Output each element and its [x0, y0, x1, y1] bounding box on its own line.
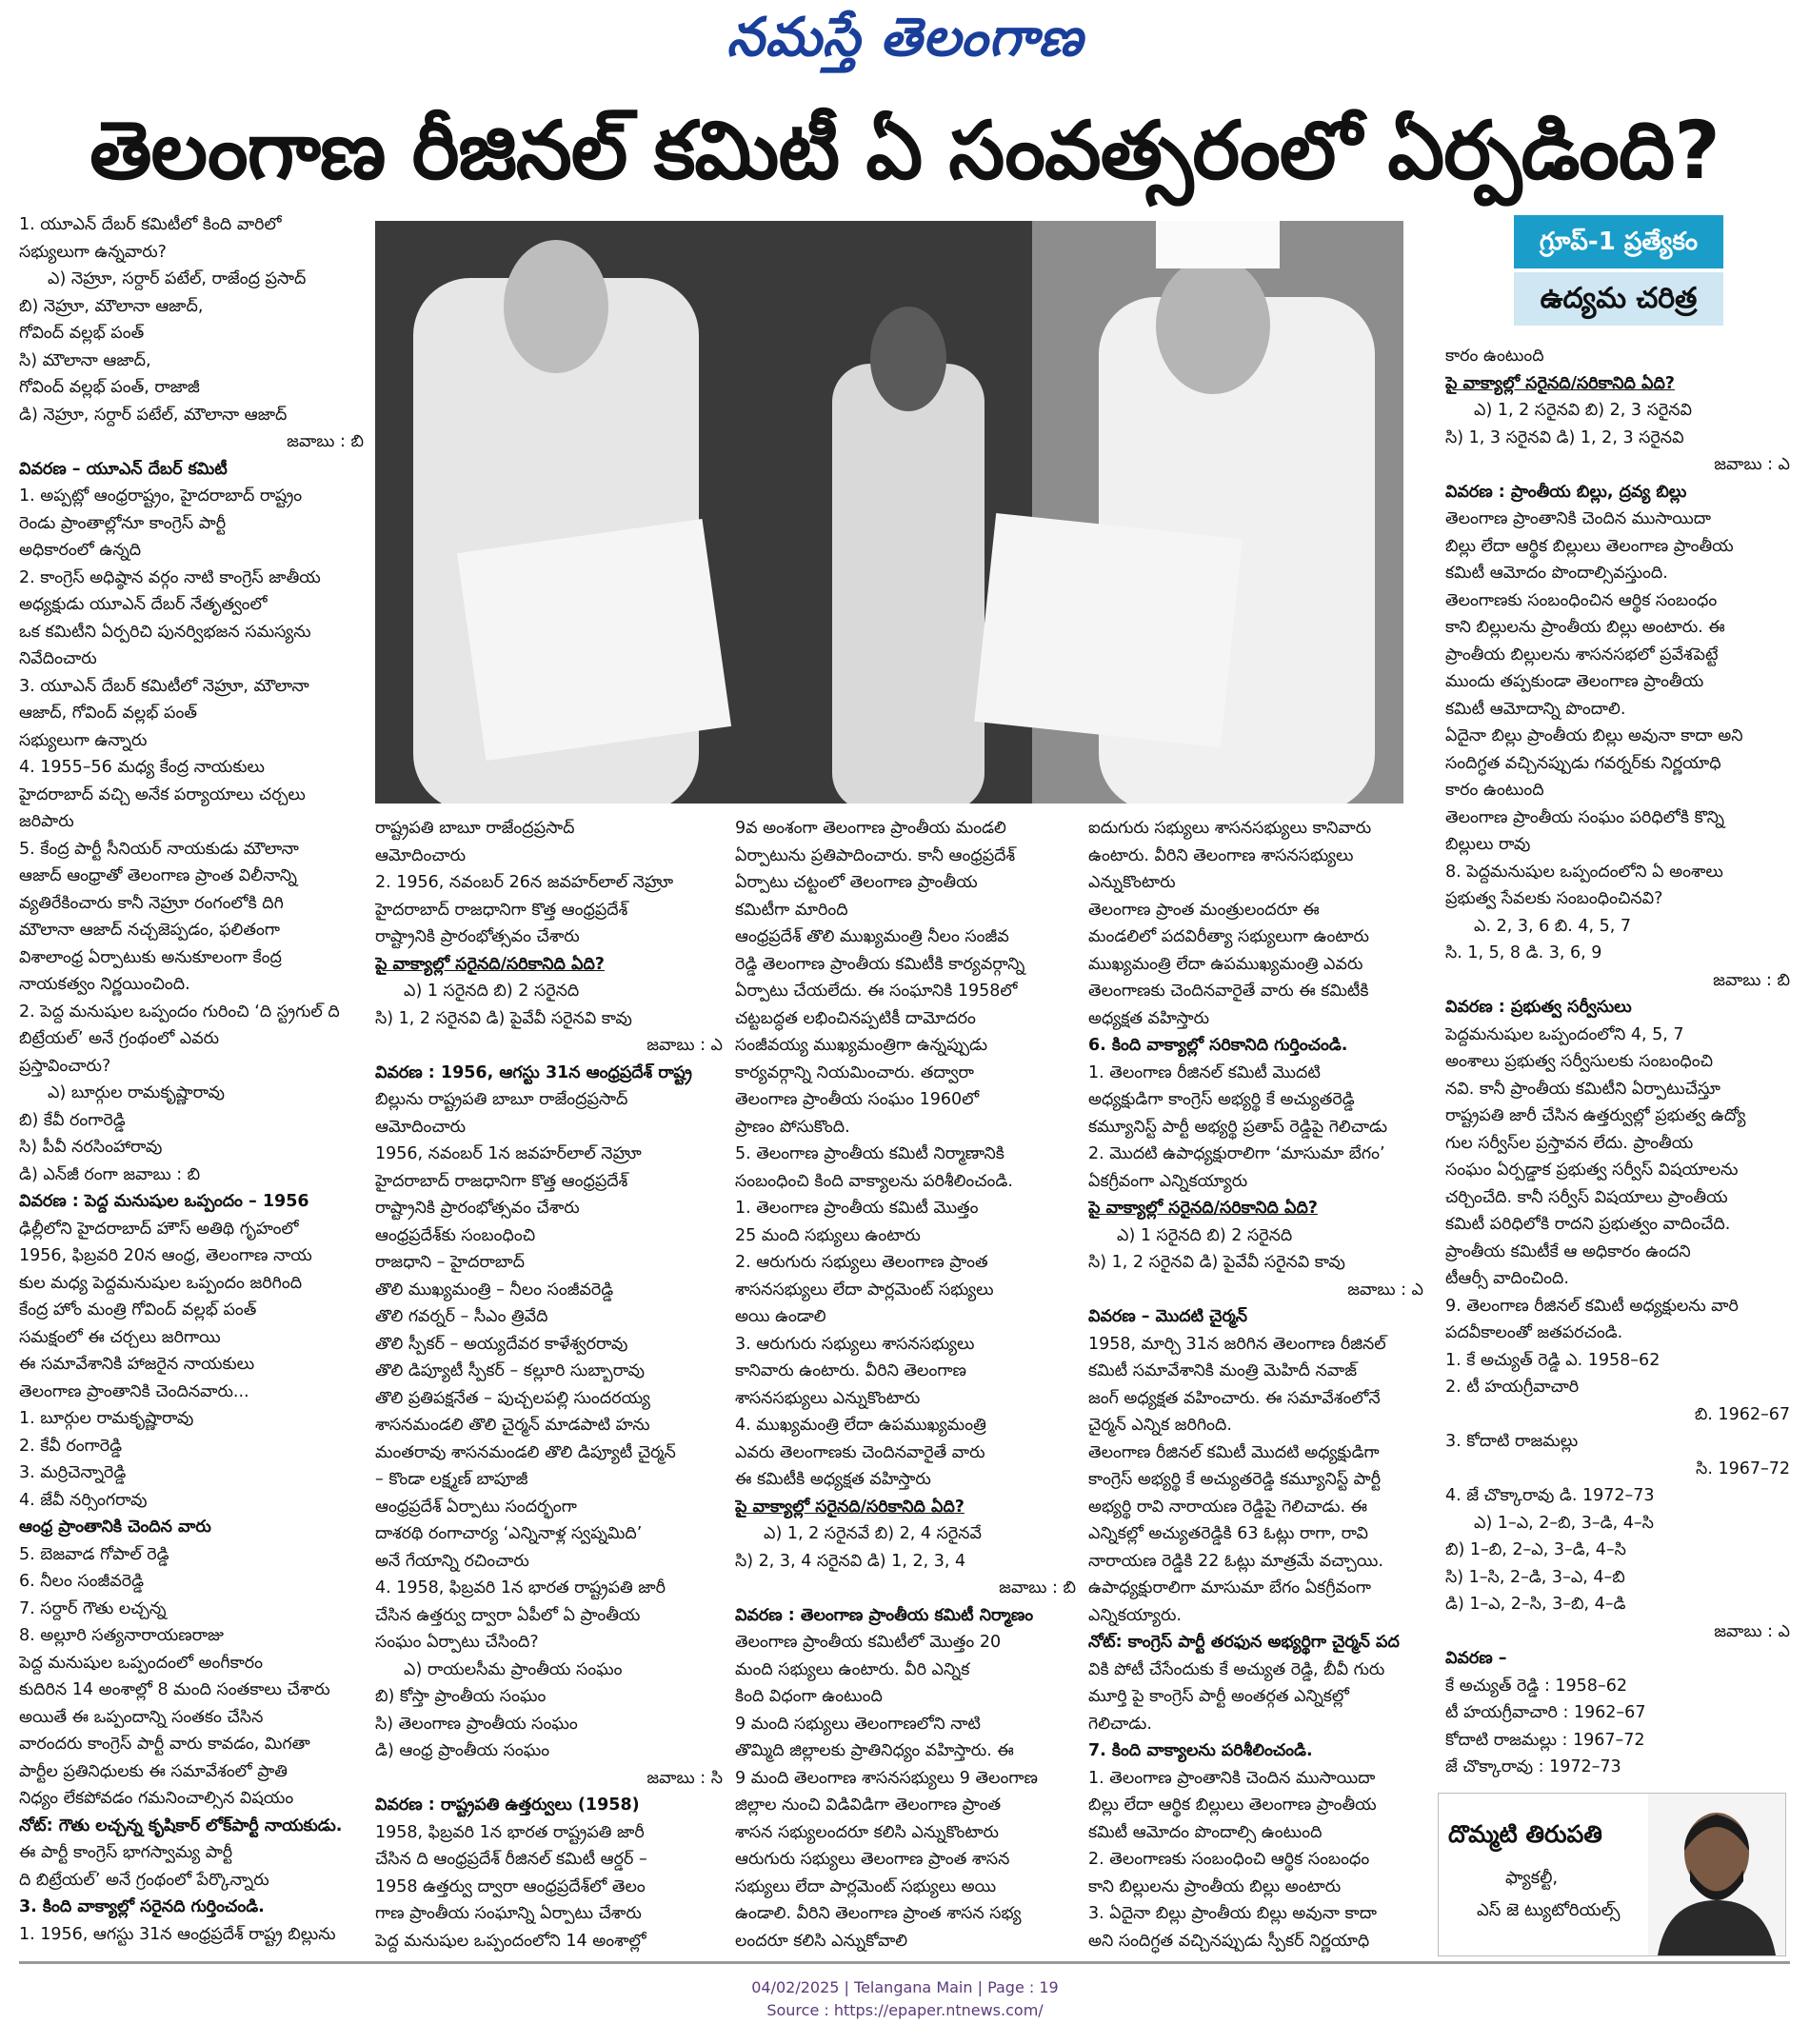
- article-line: 1958, మార్చి 31న జరిగిన తెలంగాణ రీజినల్: [1088, 1334, 1386, 1354]
- article-line: నోట్: కాంగ్రెస్ పార్టీ తరఫున అభ్యర్థిగా చైర్మన్ పద: [1088, 1633, 1400, 1652]
- article-column-1: [19, 211, 364, 1948]
- article-line: శాసనసభ్యులు ఎన్నుకొంటారు: [735, 1388, 921, 1408]
- article-line: తొలి గవర్నర్ – సీఎం త్రివేది: [375, 1307, 548, 1326]
- article-line: 1. బూర్గుల రామకృష్ణారావు: [19, 1409, 194, 1428]
- article-line: సభ్యులుగా ఉన్నవారు?: [19, 242, 167, 262]
- article-line: కింది విధంగా ఉంటుంది: [735, 1687, 883, 1706]
- article-line: సంబంధించి కింది వాక్యాలను పరిశీలించండి.: [735, 1171, 1013, 1191]
- article-line: ఎవరు తెలంగాణకు చెందినవారైతే వారు: [735, 1442, 985, 1462]
- article-line: సభ్యులు లేదా పార్లమెంట్ సభ్యులు అయి: [735, 1876, 997, 1896]
- article-line: జిల్లాల నుంచి విడివిడిగా తెలంగాణ ప్రాంత: [735, 1796, 1002, 1815]
- article-line: 1. తెలంగాణ ప్రాంతానికి చెందిన ముసాయిదా: [1088, 1768, 1376, 1788]
- article-line: వివరణ : రాష్ట్రపతి ఉత్తర్వులు (1958): [375, 1796, 640, 1815]
- article-line: 1958, ఫిబ్రవరి 1న భారత రాష్ట్రపతి జారీ: [375, 1822, 645, 1842]
- article-line: చట్టబద్ధత లభించినప్పటికీ దామోదరం: [735, 1008, 976, 1028]
- article-line: హైదరాబాద్ రాజధానిగా కొత్త ఆంధ్రప్రదేశ్: [375, 1171, 628, 1191]
- article-line: అయి ఉండాలి: [735, 1307, 826, 1326]
- article-line: 9. తెలంగాణ రీజినల్ కమిటీ అధ్యక్షులను వారి: [1445, 1296, 1739, 1316]
- article-line: ఢిల్లీలోని హైదరాబాద్ హౌస్ అతిథి గృహంలో: [19, 1219, 299, 1239]
- article-line: బి) కేవీ రంగారెడ్డి: [19, 1110, 126, 1130]
- article-line: కారం ఉంటుంది: [1445, 781, 1544, 800]
- article-line: గోవింద్ వల్లభ్ పంత్, రాజాజీ: [19, 378, 200, 397]
- article-line: ఉండాలి. వీరిని తెలంగాణ ప్రాంత శాసన సభ్య: [735, 1904, 1022, 1923]
- article-line: పై వాక్యాల్లో సరైనది/సరికానిది ఏది?: [1445, 373, 1675, 393]
- article-line: అధ్యక్షుడు యూఎన్ దేబర్ నేతృత్వంలో: [19, 595, 268, 614]
- article-line: ఎన్నుకొంటారు: [1088, 873, 1176, 892]
- article-line: ఉపాధ్యక్షురాలిగా మాసుమా బేగం ఏకగ్రీవంగా: [1088, 1578, 1371, 1597]
- article-line: 2. కాంగ్రెస్ అధిష్ఠాన వర్గం నాటి కాంగ్రెస్ జాతీయ: [19, 567, 321, 587]
- article-line: రాజధాని – హైదరాబాద్: [375, 1253, 525, 1272]
- bottom-rule: [19, 1961, 1790, 1964]
- article-line: 3. కింది వాక్యాల్లో సరైనది గుర్తించండి.: [19, 1897, 265, 1916]
- article-line: హైదరాబాద్ వచ్చి అనేక పర్యాయాలు చర్చలు: [19, 784, 306, 804]
- article-line: లందరూ కలిసి ఎన్నుకోవాలి: [735, 1931, 908, 1951]
- article-line: బిల్లు లేదా ఆర్థిక బిల్లులు తెలంగాణ ప్రాంతీయ: [1445, 536, 1734, 556]
- article-line: బి) 1–బి, 2–ఎ, 3–డి, 4–సి: [1445, 1540, 1626, 1559]
- historical-photo: [375, 221, 1403, 804]
- article-line: ఏర్పాటు చేయలేదు. ఈ సంఘానికి 1958లో: [735, 982, 1018, 1001]
- article-line: జవాబు : బి: [999, 1578, 1076, 1597]
- article-line: కమిటీ పరిధిలోకి రాదని ప్రభుత్వం వాదించేది.: [1445, 1215, 1731, 1234]
- headline: తెలంగాణ రీజినల్ కమిటీ ఏ సంవత్సరంలో ఏర్పడింది?: [90, 104, 1720, 197]
- article-line: ముందు తప్పకుండా తెలంగాణ ప్రాంతీయ: [1445, 672, 1704, 691]
- author-box: [1438, 1793, 1786, 1956]
- article-line: రాష్ట్రపతి బాబూ రాజేంద్రప్రసాద్: [375, 819, 575, 838]
- article-line: సి. 1, 5, 8 డి. 3, 6, 9: [1445, 943, 1602, 962]
- article-line: అయితే ఈ ఒప్పందాన్ని సంతకం చేసిన: [19, 1707, 264, 1727]
- article-line: 1. కే అచ్యుత్ రెడ్డి ఎ. 1958–62: [1445, 1350, 1661, 1370]
- article-line: 1. తెలంగాణ రీజినల్ కమిటీ మొదటి: [1088, 1062, 1321, 1082]
- article-line: 1. యూఎన్ దేబర్ కమిటీలో కింది వారిలో: [19, 215, 282, 234]
- article-line: ప్రభుత్వ సేవలకు సంబంధించినవి?: [1445, 889, 1663, 908]
- article-line: చర్చించేది. కానీ సర్వీస్ విషయాలు ప్రాంతీయ: [1445, 1187, 1728, 1207]
- article-line: ఉంటారు. వీరిని తెలంగాణ శాసనసభ్యులు: [1088, 845, 1354, 865]
- article-line: వివరణ : పెద్ద మనుషుల ఒప్పందం – 1956: [19, 1192, 309, 1211]
- article-line: తొమ్మిది జిల్లాలకు ప్రాతినిధ్యం వహిస్తారు. ఈ: [735, 1741, 1014, 1760]
- article-line: జవాబు : ఎ: [1714, 1621, 1790, 1641]
- article-line: కారం ఉంటుంది: [1445, 347, 1544, 366]
- article-line: శాసన సభ్యులందరూ కలిసి ఎన్నుకొంటారు: [735, 1822, 999, 1842]
- article-line: ది బిట్రేయల్’ అనే గ్రంథంలో పేర్కొన్నారు: [19, 1870, 269, 1890]
- article-column-4: [1088, 815, 1423, 1955]
- article-line: 8. పెద్దమనుషుల ఒప్పందంలోని ఏ అంశాలు: [1445, 862, 1723, 882]
- article-line: 3. ఆరుగురు సభ్యులు శాసనసభ్యులు: [735, 1334, 975, 1354]
- article-line: తొలి ప్రతిపక్షనేత – పుచ్చలపల్లి సుందరయ్య: [375, 1388, 650, 1408]
- article-line: వారందరు కాంగ్రెస్ పార్టీ వారు కావడం, మిగతా: [19, 1735, 310, 1754]
- article-line: పార్టీల ప్రతినిధులకు ఈ సమావేశంలో ప్రాతి: [19, 1761, 288, 1781]
- article-line: 7. సర్దార్ గౌతు లచ్చన్న: [19, 1598, 167, 1618]
- article-line: తొలి స్పీకర్ – అయ్యదేవర కాళేశ్వరరావు: [375, 1334, 628, 1354]
- article-line: సి) 1–సి, 2–డి, 3–ఎ, 4–బి: [1445, 1567, 1625, 1587]
- article-line: బి. 1962–67: [1694, 1404, 1790, 1424]
- article-line: ఎన్నికయ్యారు.: [1088, 1605, 1182, 1625]
- article-line: నోట్: గౌతు లచ్చన్న కృషికార్ లోక్‌పార్టీ నాయకుడు.: [19, 1816, 343, 1836]
- article-line: కమిటీ ఆమోదం పొందాల్సి ఉంటుంది: [1088, 1822, 1323, 1842]
- article-line: పదవీకాలంతో జతపరచండి.: [1445, 1323, 1623, 1342]
- article-line: శాసనమండలి తొలి చైర్మన్ మాడపాటి హను: [375, 1416, 650, 1435]
- article-line: 5. తెలంగాణ ప్రాంతీయ కమిటీ నిర్మాణానికి: [735, 1144, 1004, 1163]
- article-line: 2. తెలంగాణకు సంబంధించి ఆర్థిక సంబంధం: [1088, 1850, 1370, 1869]
- article-line: అనే గేయాన్ని రచించారు: [375, 1551, 529, 1571]
- article-line: హైదరాబాద్ రాజధానిగా కొత్త ఆంధ్రప్రదేశ్: [375, 900, 628, 920]
- article-line: చైర్మన్ ఎన్నిక జరిగింది.: [1088, 1416, 1232, 1435]
- article-line: డి) ఎన్‌జీ రంగా జవాబు : బి: [19, 1164, 201, 1184]
- article-line: బి) కోస్తా ప్రాంతీయ సంఘం: [375, 1687, 547, 1706]
- article-line: ఏదైనా బిల్లు ప్రాంతీయ బిల్లు అవునా కాదా అని: [1445, 726, 1743, 745]
- author-name: దొమ్మటి తిరుపతి: [1448, 1820, 1602, 1848]
- article-line: 7. కింది వాక్యాలను పరిశీలించండి.: [1088, 1741, 1313, 1760]
- article-line: ఏర్పాటు చట్టంలో తెలంగాణ ప్రాంతీయ: [735, 873, 978, 892]
- article-line: 6. కింది వాక్యాల్లో సరికానిది గుర్తించండి.: [1088, 1036, 1348, 1055]
- article-line: తెలంగాణ ప్రాంతీయ కమిటీలో మొత్తం 20: [735, 1633, 1002, 1652]
- article-line: 3. యూఎన్ దేబర్ కమిటీలో నెహ్రూ, మౌలానా: [19, 676, 309, 696]
- article-line: మూర్తి పై కాంగ్రెస్ పార్టీ అంతర్గత ఎన్నికల్లో: [1088, 1687, 1349, 1706]
- article-line: సంఘం ఏర్పడ్డాక ప్రభుత్వ సర్వీస్ విషయాలను: [1445, 1161, 1739, 1180]
- article-line: తెలంగాణ ప్రాంతానికి చెందినవారు...: [19, 1381, 249, 1401]
- article-line: కమిటీగా మారింది: [735, 900, 848, 920]
- article-line: వివరణ – యూఎన్ దేబర్ కమిటీ: [19, 459, 228, 479]
- author-photo: [1648, 1794, 1785, 1955]
- article-line: పెద్ద మనుషుల ఒప్పందంలో అంగీకారం: [19, 1653, 264, 1673]
- article-line: 4. ముఖ్యమంత్రి లేదా ఉపముఖ్యమంత్రి: [735, 1416, 986, 1435]
- article-line: 2. టీ హయగ్రీవాచారి: [1445, 1378, 1580, 1397]
- article-line: ఏర్పాటును ప్రతిపాదించారు. కానీ ఆంధ్రప్రదేశ్: [735, 845, 1016, 865]
- article-line: సంఘం ఏర్పాటు చేసింది?: [375, 1633, 539, 1652]
- article-line: 2. పెద్ద మనుషుల ఒప్పందం గురించి ‘ది స్ట్రగుల్ ది: [19, 1002, 340, 1022]
- article-line: ఆజాద్, గోవింద్ వల్లభ్ పంత్: [19, 704, 197, 723]
- article-line: మంతరావు శాసనమండలి తొలి డిప్యూటీ చైర్మన్: [375, 1442, 676, 1462]
- article-line: ఎ. 2, 3, 6 బి. 4, 5, 7: [1474, 916, 1632, 936]
- article-line: 4. 1958, ఫిబ్రవరి 1న భారత రాష్ట్రపతి జారీ: [375, 1578, 666, 1597]
- article-line: కమ్యూనిస్ట్ పార్టీ అభ్యర్థి ప్రతాప్ రెడ్డిపై గెలిచాడు: [1088, 1117, 1388, 1137]
- article-line: సి. 1967–72: [1696, 1459, 1790, 1478]
- article-line: నారాయణ రెడ్డికి 22 ఓట్లు మాత్రమే వచ్చాయి.: [1088, 1551, 1383, 1571]
- article-line: కుదిరిన 14 అంశాల్లో 8 మంది సంతకాలు చేశారు: [19, 1680, 330, 1699]
- article-line: వివరణ –: [1445, 1649, 1507, 1668]
- article-line: తెలంగాణ రీజినల్ కమిటీ మొదటి అధ్యక్షుడిగా: [1088, 1442, 1380, 1462]
- article-line: వివరణ : 1956, ఆగస్టు 31న ఆంధ్రప్రదేశ్ రాష్ట్ర: [375, 1062, 692, 1082]
- article-line: ప్రాంతీయ కమిటీకే ఆ అధికారం ఉందని: [1445, 1241, 1691, 1261]
- article-line: ఈ సమావేశానికి హాజరైన నాయకులు: [19, 1355, 255, 1374]
- article-line: 8. అల్లూరి సత్యనారాయణరాజు: [19, 1626, 225, 1645]
- article-line: జవాబు : ఎ: [646, 1036, 723, 1055]
- article-line: సి) 1, 2 సరైనవి డి) పైవేవీ సరైనవి కావు: [1088, 1253, 1345, 1272]
- article-line: సి) పీవీ నరసింహారావు: [19, 1138, 163, 1157]
- article-line: బిట్రేయల్’ అనే గ్రంథంలో ఎవరు: [19, 1029, 220, 1048]
- article-line: ఎ) 1, 2 సరైనవి బి) 2, 3 సరైనవి: [1474, 401, 1692, 420]
- article-line: ఎ) 1 సరైనది బి) 2 సరైనది: [1117, 1225, 1293, 1245]
- article-line: సభ్యులుగా ఉన్నారు: [19, 730, 148, 750]
- article-line: రెడ్డి తెలంగాణ ప్రాంతీయ కమిటీకి కార్యవర్గాన్ని: [735, 954, 1025, 974]
- article-line: 4. జేవీ నర్సింగరావు: [19, 1490, 148, 1510]
- article-line: ఆంధ్రప్రదేశ్‌కు సంబంధించి: [375, 1225, 536, 1245]
- article-line: ఎన్నికల్లో అచ్యుతరెడ్డికి 63 ఓట్లు రాగా, రావి: [1088, 1524, 1368, 1543]
- article-line: చేసిన ది ఆంధ్రప్రదేశ్ రీజినల్ కమిటీ ఆర్డర్ –: [375, 1850, 647, 1869]
- article-line: పై వాక్యాల్లో సరైనది/సరికానిది ఏది?: [1088, 1199, 1318, 1218]
- article-line: తెలంగాణ ప్రాంత మంత్రులందరూ ఈ: [1088, 900, 1320, 920]
- article-line: నివేదించారు: [19, 649, 97, 668]
- article-line: గాణ ప్రాంతీయ సంఘాన్ని ఏర్పాటు చేశారు: [375, 1904, 642, 1923]
- article-line: రెండు ప్రాంతాల్లోనూ కాంగ్రెస్ పార్టీ: [19, 513, 227, 533]
- article-line: 9 మంది సభ్యులు తెలంగాణలోని నాటి: [735, 1714, 981, 1734]
- article-line: 9 మంది తెలంగాణ శాసనసభ్యులు 9 తెలంగాణ: [735, 1768, 1038, 1788]
- article-line: మంది సభ్యులు ఉంటారు. వీరి ఎన్నిక: [735, 1659, 970, 1679]
- article-line: ఎ) 1 సరైనది బి) 2 సరైనది: [404, 982, 580, 1001]
- article-line: పై వాక్యాల్లో సరైనది/సరికానిది ఏది?: [735, 1497, 965, 1517]
- article-line: 5. కేంద్ర పార్టీ సీనియర్ నాయకుడు మౌలానా: [19, 839, 299, 859]
- article-line: గోవింద్ వల్లభ్ పంత్: [19, 324, 145, 343]
- article-line: విశాలాంధ్ర ఏర్పాటుకు అనుకూలంగా కేంద్ర: [19, 947, 282, 967]
- article-line: వికి పోటీ చేసేందుకు కే అచ్యుత రెడ్డి, బీవీ గురు: [1088, 1659, 1385, 1679]
- article-line: కమిటీ ఆమోదాన్ని పొందాలి.: [1445, 699, 1626, 719]
- badge-movement-history: ఉద్యమ చరిత్ర: [1514, 272, 1723, 326]
- article-line: వివరణ – మొదటి చైర్మన్: [1088, 1307, 1248, 1326]
- article-line: కోదాటి రాజమల్లు : 1967–72: [1445, 1730, 1645, 1750]
- article-line: తొలి డిప్యూటీ స్పీకర్ – కల్లూరి సుబ్బారావు: [375, 1361, 646, 1380]
- article-line: పెద్ద మనుషుల ఒప్పందంలోని 14 అంశాల్లో: [375, 1931, 646, 1951]
- article-line: ప్రాణం పోసుకొంది.: [735, 1117, 850, 1137]
- article-line: జవాబు : సి: [646, 1768, 723, 1788]
- article-line: 2. మొదటి ఉపాధ్యక్షురాలిగా ‘మాసుమా బేగం’: [1088, 1144, 1385, 1163]
- article-line: వివరణ : తెలంగాణ ప్రాంతీయ కమిటీ నిర్మాణం: [735, 1605, 1034, 1625]
- article-line: తెలంగాణ ప్రాంతానికి చెందిన ముసాయిదా: [1445, 509, 1712, 528]
- article-line: టీఆర్సీ వాదించింది.: [1445, 1269, 1569, 1288]
- article-line: 1956, నవంబర్ 1న జవహర్‌లాల్ నెహ్రూ: [375, 1144, 642, 1163]
- article-line: 1958 ఉత్తర్వు ద్వారా ఆంధ్రప్రదేశ్‌లో తెలం: [375, 1876, 646, 1896]
- author-organization: ఎస్ జె ట్యుటోరియల్స్: [1477, 1900, 1621, 1920]
- article-line: కానివారు ఉంటారు. వీరిని తెలంగాణ: [735, 1361, 966, 1380]
- article-line: ఆజాద్ ఆంధ్రాతో తెలంగాణ ప్రాంత విలీనాన్ని: [19, 866, 297, 885]
- masthead-logo: నమస్తే తెలంగాణ: [726, 6, 1084, 69]
- article-line: సి) తెలంగాణ ప్రాంతీయ సంఘం: [375, 1714, 578, 1734]
- article-line: పెద్దమనుషుల ఒప్పందంలోని 4, 5, 7: [1445, 1024, 1684, 1044]
- article-line: కాని బిల్లులను ప్రాంతీయ బిల్లు అంటారు: [1088, 1876, 1342, 1896]
- article-line: అంశాలు ప్రభుత్వ సర్వీసులకు సంబంధించి: [1445, 1052, 1714, 1071]
- article-line: ముఖ్యమంత్రి లేదా ఉపముఖ్యమంత్రి ఎవరు: [1088, 954, 1363, 974]
- article-line: నిధ్యం లేకపోవడం గమనించాల్సిన విషయం: [19, 1789, 294, 1808]
- article-line: సమక్షంలో ఈ చర్చలు జరిగాయి: [19, 1327, 221, 1347]
- article-line: దాశరథి రంగాచార్య ‘ఎన్నినాళ్ల స్వప్నమిది’: [375, 1524, 643, 1543]
- article-line: 1. తెలంగాణ ప్రాంతీయ కమిటీ మొత్తం: [735, 1199, 979, 1218]
- article-line: 9వ అంశంగా తెలంగాణ ప్రాంతీయ మండలి: [735, 819, 1006, 838]
- article-line: ఆమోదించారు: [375, 845, 467, 865]
- article-line: గుల సర్వీస్‌ల ప్రస్తావన లేదు. ప్రాంతీయ: [1445, 1133, 1694, 1153]
- article-column-2: [375, 815, 723, 1955]
- article-line: వివరణ : ప్రభుత్వ సర్వీసులు: [1445, 998, 1632, 1017]
- article-line: 3. ఏదైనా బిల్లు ప్రాంతీయ బిల్లు అవునా కాదా: [1088, 1904, 1377, 1923]
- article-line: సి) 2, 3, 4 సరైనవి డి) 1, 2, 3, 4: [735, 1551, 966, 1571]
- article-line: బిల్లు లేదా ఆర్థిక బిల్లులు తెలంగాణ ప్రాంతీయ: [1088, 1796, 1377, 1815]
- article-line: జవాబు : బి: [1713, 970, 1790, 990]
- article-line: సంజీవయ్య ముఖ్యమంత్రిగా ఉన్నప్పుడు: [735, 1036, 988, 1055]
- article-line: జవాబు : ఎ: [1714, 455, 1790, 474]
- article-line: డి) 1–ఎ, 2–సి, 3–బి, 4–డి: [1445, 1595, 1626, 1614]
- article-line: టీ హయగ్రీవాచారి : 1962–67: [1445, 1703, 1646, 1722]
- article-line: కే అచ్యుత్ రెడ్డి : 1958–62: [1445, 1676, 1627, 1696]
- article-line: కుల మధ్య పెద్దమనుషుల ఒప్పందం జరిగింది: [19, 1273, 303, 1293]
- badge-group1-special: గ్రూప్-1 ప్రత్యేకం: [1514, 215, 1723, 268]
- article-line: ఈ పార్టీ కాంగ్రెస్ భాగస్వామ్య పార్టీ: [19, 1843, 233, 1862]
- article-line: 25 మంది సభ్యులు ఉంటారు: [735, 1225, 921, 1245]
- article-line: సి) మౌలానా ఆజాద్,: [19, 350, 151, 370]
- article-line: సందిగ్ధత వచ్చినప్పుడు గవర్నర్‌కు నిర్ణయాధి: [1445, 753, 1721, 773]
- article-line: అని సందిగ్ధత వచ్చినప్పుడు స్పీకర్ నిర్ణయాధి: [1088, 1931, 1370, 1951]
- article-line: తెలంగాణకు సంబంధించిన ఆర్థిక సంబంధం: [1445, 590, 1718, 610]
- article-line: అధికారంలో ఉన్నది: [19, 541, 142, 560]
- article-line: డి) ఆంధ్ర ప్రాంతీయ సంఘం: [375, 1741, 550, 1760]
- article-line: – కొండా లక్ష్మణ్ బాపూజీ: [375, 1470, 528, 1489]
- article-line: జవాబు : ఎ: [1347, 1280, 1423, 1300]
- article-line: జే చొక్కారావు : 1972–73: [1445, 1757, 1621, 1776]
- article-line: ఎ) 1, 2 సరైనవే బి) 2, 4 సరైనవే: [764, 1524, 982, 1543]
- article-line: 2. 1956, నవంబర్ 26న జవహర్‌లాల్ నెహ్రూ: [375, 873, 674, 892]
- article-line: కేంద్ర హోం మంత్రి గోవింద్ వల్లభ్ పంత్: [19, 1300, 257, 1320]
- article-line: మౌలానా ఆజాద్ నచ్చజెప్పడం, ఫలితంగా: [19, 921, 280, 940]
- article-line: తొలి ముఖ్యమంత్రి – నీలం సంజీవరెడ్డి: [375, 1280, 614, 1300]
- article-line: 4. జే చొక్కారావు డి. 1972–73: [1445, 1486, 1655, 1505]
- article-line: 4. 1955–56 మధ్య కేంద్ర నాయకులు: [19, 758, 265, 777]
- article-line: రాష్ట్రపతి జారీ చేసిన ఉత్తర్వుల్లో ప్రభుత్వ ఉద్యో: [1445, 1106, 1746, 1125]
- article-line: తెలంగాణకు చెందినవారైతే వారు ఈ కమిటీకి: [1088, 982, 1369, 1001]
- article-line: బిల్లును రాష్ట్రపతి బాబూ రాజేంద్రప్రసాద్: [375, 1090, 628, 1109]
- article-line: 1. 1956, ఆగస్టు 31న ఆంధ్రప్రదేశ్ రాష్ట్ర బిల్లును: [19, 1924, 336, 1944]
- article-line: జవాబు : బి: [287, 432, 364, 451]
- article-line: 1956, ఫిబ్రవరి 20న ఆంధ్ర, తెలంగాణ నాయ: [19, 1246, 312, 1265]
- footer-date-line: 04/02/2025 | Telangana Main | Page : 19: [751, 1978, 1059, 1996]
- article-column-5: [1445, 343, 1790, 1781]
- article-line: ఆంధ్ర ప్రాంతానికి చెందిన వారు: [19, 1518, 211, 1537]
- article-line: జరిపారు: [19, 812, 74, 831]
- article-line: ప్రాంతీయ బిల్లులను శాసనసభలో ప్రవేశపెట్టే: [1445, 645, 1719, 665]
- article-line: జంగ్ అధ్యక్షత వహించారు. ఈ సమావేశంలోనే: [1088, 1388, 1381, 1408]
- article-line: 5. బెజవాడ గోపాల్ రెడ్డి: [19, 1544, 169, 1564]
- article-line: అధ్యక్షుడిగా కాంగ్రెస్ అభ్యర్థి కే అచ్యుతరెడ్డి: [1088, 1090, 1355, 1109]
- article-line: తెలంగాణ ప్రాంతీయ సంఘం పరిధిలోకి కొన్ని: [1445, 807, 1724, 827]
- article-line: ఏకగ్రీవంగా ఎన్నికయ్యారు: [1088, 1171, 1248, 1191]
- article-line: ఆరుగురు సభ్యులు తెలంగాణ ప్రాంత శాసన: [735, 1850, 1010, 1869]
- article-line: 6. నీలం సంజీవరెడ్డి: [19, 1572, 145, 1591]
- author-designation: ఫ్యాకల్టీ,: [1505, 1868, 1559, 1888]
- article-line: బి) నెహ్రూ, మౌలానా ఆజాద్,: [19, 296, 204, 316]
- article-line: కాంగ్రెస్ అభ్యర్థి కే అచ్యుతరెడ్డి కమ్యూనిస్ట్ పార్టీ: [1088, 1470, 1382, 1489]
- article-line: ఈ కమిటీకి అధ్యక్షత వహిస్తారు: [735, 1470, 931, 1489]
- article-line: 3. మర్రిచెన్నారెడ్డి: [19, 1463, 127, 1482]
- article-line: డి) నెహ్రూ, సర్దార్ పటేల్, మౌలానా ఆజాద్: [19, 405, 288, 425]
- article-line: అభ్యర్థి రావి నారాయణ రెడ్డిపై గెలిచాడు. ఈ: [1088, 1497, 1368, 1517]
- article-line: శాసనసభ్యులు లేదా పార్లమెంట్ సభ్యులు: [735, 1280, 994, 1300]
- article-line: కాని బిల్లులను ప్రాంతీయ బిల్లు అంటారు. ఈ: [1445, 618, 1725, 637]
- article-line: ఆంధ్రప్రదేశ్ ఏర్పాటు సందర్భంగా: [375, 1497, 577, 1517]
- article-line: వ్యతిరేకించారు కానీ నెహ్రూ రంగంలోకి దిగి: [19, 893, 284, 913]
- article-line: సి) 1, 2 సరైనవి డి) పైవేవీ సరైనవి కావు: [375, 1008, 632, 1028]
- article-line: కమిటీ ఆమోదం పొందాల్సివస్తుంది.: [1445, 564, 1668, 583]
- article-line: ఆమోదించారు: [375, 1117, 467, 1137]
- article-line: 1. అప్పట్లో ఆంధ్రరాష్ట్రం, హైదరాబాద్ రాష్ట్రం: [19, 486, 303, 506]
- article-line: ఐదుగురు సభ్యులు శాసనసభ్యులు కానివారు: [1088, 819, 1372, 838]
- article-line: 2. కేవీ రంగారెడ్డి: [19, 1436, 123, 1456]
- article-line: ఎ) నెహ్రూ, సర్దార్ పటేల్, రాజేంద్ర ప్రసాద్: [48, 269, 307, 288]
- article-line: మండలిలో పదవిరీత్యా సభ్యులుగా ఉంటారు: [1088, 927, 1369, 946]
- article-line: వివరణ : ప్రాంతీయ బిల్లు, ద్రవ్య బిల్లు: [1445, 482, 1687, 502]
- article-line: రాష్ట్రానికి ప్రారంభోత్సవం చేశారు: [375, 927, 580, 946]
- article-line: ప్రస్తావించారు?: [19, 1056, 111, 1076]
- article-line: ఎ) 1–ఎ, 2–బి, 3–డి, 4–సి: [1474, 1513, 1654, 1533]
- article-line: తెలంగాణ ప్రాంతీయ సంఘం 1960లో: [735, 1090, 980, 1109]
- article-line: రాష్ట్రానికి ప్రారంభోత్సవం చేశారు: [375, 1199, 580, 1218]
- article-line: కమిటీ సమావేశానికి మంత్రి మెహిదీ నవాజ్: [1088, 1361, 1358, 1380]
- article-line: గెలిచాడు.: [1088, 1714, 1152, 1734]
- article-line: ఆంధ్రప్రదేశ్ తొలి ముఖ్యమంత్రి నీలం సంజీవ: [735, 927, 1009, 946]
- article-line: ఒక కమిటీని ఏర్పరిచి పునర్విభజన సమస్యను: [19, 622, 311, 642]
- article-line: నవి. కానీ ప్రాంతీయ కమిటీని ఏర్పాటుచేస్తూ: [1445, 1079, 1720, 1099]
- article-line: నాయకత్వం నిర్ణయించింది.: [19, 975, 190, 994]
- article-line: అధ్యక్షత వహిస్తారు: [1088, 1008, 1210, 1028]
- article-line: చేసిన ఉత్తర్వు ద్వారా ఏపీలో ఏ ప్రాంతీయ: [375, 1605, 641, 1625]
- article-line: 3. కోదాటి రాజమల్లు: [1445, 1432, 1579, 1451]
- article-line: ఎ) బూర్గుల రామకృష్ణారావు: [48, 1083, 225, 1102]
- article-line: కార్యవర్గాన్ని నియమించారు. తద్వారా: [735, 1062, 974, 1082]
- article-column-3: [735, 815, 1076, 1955]
- article-line: ఎ) రాయలసీమ ప్రాంతీయ సంఘం: [404, 1659, 623, 1679]
- footer-source: Source : https://epaper.ntnews.com/: [766, 2001, 1044, 2019]
- article-line: పై వాక్యాల్లో సరైనది/సరికానిది ఏది?: [375, 954, 605, 974]
- article-line: 2. ఆరుగురు సభ్యులు తెలంగాణ ప్రాంత: [735, 1253, 988, 1272]
- article-line: సి) 1, 3 సరైనవి డి) 1, 2, 3 సరైనవి: [1445, 427, 1684, 447]
- article-line: బిల్లులు రావు: [1445, 835, 1531, 854]
